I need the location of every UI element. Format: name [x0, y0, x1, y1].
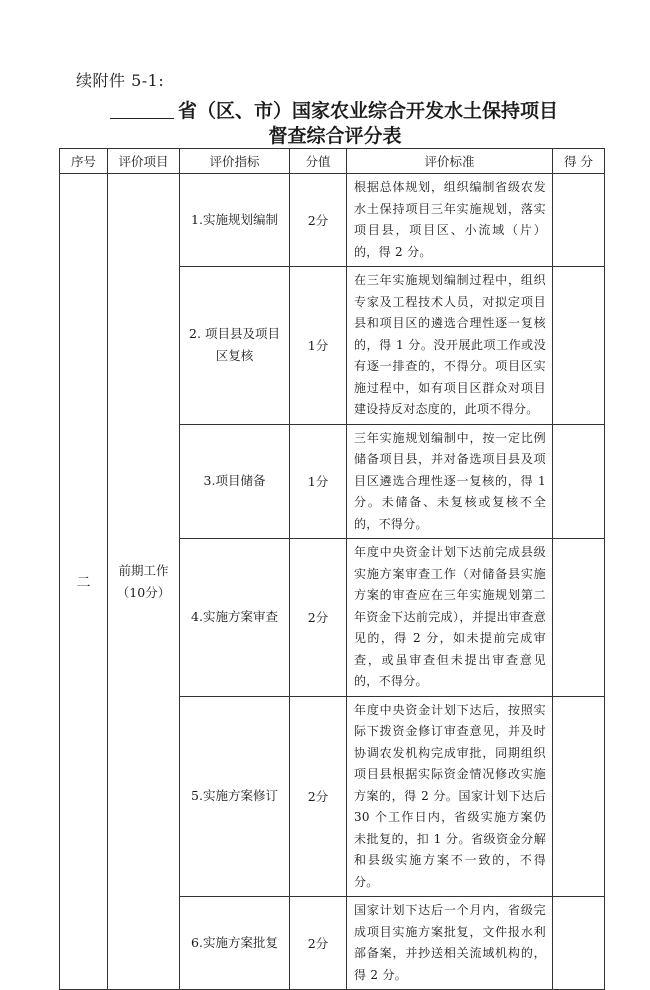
col-header-standard: 评价标准: [347, 149, 553, 174]
item-name: 前期工作: [118, 562, 169, 578]
score-value-cell: 2分: [290, 539, 347, 697]
attachment-label: 续附件 5-1:: [76, 71, 165, 90]
points-cell: [553, 424, 605, 539]
points-cell: [553, 267, 605, 425]
item-cell: [108, 174, 180, 990]
score-value-cell: 1分: [290, 424, 347, 539]
standard-cell: 年度中央资金计划下达后，按照实际下拨资金修订审查意见，并及时协调农发机构完成审批，同期组织项目县根据实际资金情况修改实施方案的，得 2 分。国家计划下达后 30 个工作日内，省级实施方案仍未批复的，扣 1 分。省级资金分解和县级实施方案不一致的，不得分。: [347, 696, 553, 897]
title-line1-text: 省（区、市）国家农业综合开发水土保持项目: [178, 100, 559, 122]
col-header-indicator: 评价指标: [180, 149, 290, 174]
document-subtitle: 督查综合评分表: [268, 125, 402, 147]
points-cell: [553, 897, 605, 990]
col-header-points: 得 分: [553, 149, 605, 174]
indicator-cell: 5.实施方案修订: [180, 696, 290, 897]
score-value-cell: 2分: [290, 897, 347, 990]
indicator-cell: 3.项目储备: [180, 424, 290, 539]
document-title: [110, 96, 558, 123]
standard-cell: 国家计划下达后一个月内，省级完成项目实施方案批复，文件报水利部备案，并抄送相关流域机构的，得 2 分。: [347, 897, 553, 990]
table-header-row: [60, 149, 605, 174]
points-cell: [553, 696, 605, 897]
score-value-cell: 2分: [290, 174, 347, 267]
score-value-cell: 1分: [290, 267, 347, 425]
indicator-cell: 6.实施方案批复: [180, 897, 290, 990]
col-header-seq: 序号: [60, 149, 108, 174]
points-cell: [553, 539, 605, 697]
standard-cell: 三年实施规划编制中，按一定比例储备项目县，并对备选项目县及项目区遴选合理性逐一复核的，得 1 分。未储备、未复核或复核不全的，不得分。: [347, 424, 553, 539]
col-header-score: 分值: [290, 149, 347, 174]
seq-cell: 二: [60, 174, 108, 990]
table-row: [60, 174, 605, 267]
score-table: [59, 148, 605, 990]
indicator-cell: 1.实施规划编制: [180, 174, 290, 267]
item-points: （10分）: [116, 584, 171, 600]
standard-cell: 在三年实施规划编制过程中，组织专家及工程技术人员，对拟定项目县和项目区的遴选合理性逐一复核的，得 1 分。没开展此项工作或没有逐一排查的，不得分。项目区实施过程中，如有项目区群众对项目建设持反对态度的，此项不得分。: [347, 267, 553, 425]
province-blank-line: [110, 118, 174, 119]
standard-cell: 年度中央资金计划下达前完成县级实施方案审查工作（对储备县实施方案的审查应在三年实施规划第二年资金下达前完成），并提出审查意见的，得 2 分，如未提前完成审查，或虽审查但未提出审查意见的，不得分。: [347, 539, 553, 697]
standard-cell: 根据总体规划，组织编制省级农发水土保持项目三年实施规划，落实项目县，项目区、小流域（片）的，得 2 分。: [347, 174, 553, 267]
indicator-cell: 4.实施方案审查: [180, 539, 290, 697]
score-value-cell: 2分: [290, 696, 347, 897]
points-cell: [553, 174, 605, 267]
col-header-item: 评价项目: [108, 149, 180, 174]
indicator-cell: 2. 项目县及项目区复核: [180, 267, 290, 425]
